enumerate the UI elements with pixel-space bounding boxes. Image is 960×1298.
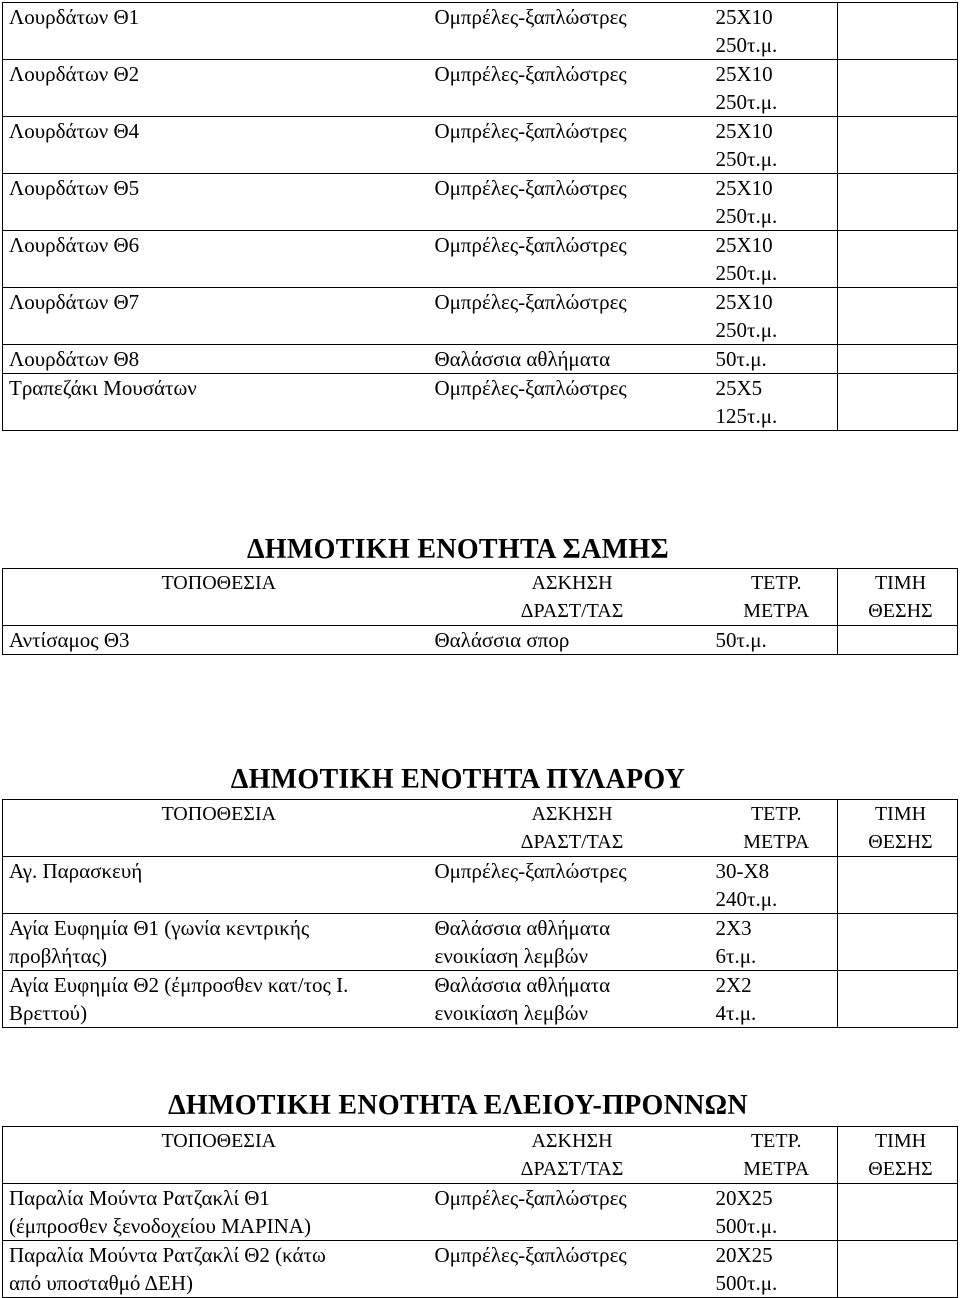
location-cell: Λουρδάτων Θ2 [3, 60, 429, 117]
dimensions: 25Χ10 [715, 5, 773, 29]
price-cell [838, 231, 958, 288]
area-value: 500τ.μ. [715, 1214, 778, 1238]
price-cell [838, 857, 958, 914]
activity-cell: Ομπρέλες-ξαπλώστρες [429, 60, 710, 117]
area-cell [710, 345, 838, 374]
price-cell [838, 374, 958, 431]
area-value: 125τ.μ. [715, 404, 778, 428]
table-row [3, 1184, 958, 1241]
location-cell: Λουρδάτων Θ5 [3, 174, 429, 231]
area-cell [710, 117, 838, 174]
price-cell [838, 60, 958, 117]
header-area: ΤΕΤΡ. ΜΕΤΡΑ [710, 800, 838, 857]
location-cell: Λουρδάτων Θ8 [3, 345, 429, 374]
area-cell [710, 60, 838, 117]
table-row [3, 857, 958, 914]
header-activity: ΑΣΚΗΣΗ ΔΡΑΣΤ/ΤΑΣ [429, 800, 710, 857]
section-title-pylaros: ΔΗΜΟΤΙΚΗ ΕΝΟΤΗΤΑ ΠΥΛΑΡΟΥ [230, 764, 686, 795]
location-cell: Αγία Ευφημία Θ1 (γωνία κεντρικής προβλήτας) [3, 914, 429, 971]
area-value: 250τ.μ. [715, 318, 778, 342]
price-cell [838, 3, 958, 60]
table-continued [2, 2, 958, 431]
area-cell: 50τ.μ. [710, 626, 838, 655]
activity-cell: Ομπρέλες-ξαπλώστρες [429, 288, 710, 345]
location-cell: Λουρδάτων Θ7 [3, 288, 429, 345]
area-cell [710, 288, 838, 345]
header-location: ΤΟΠΟΘΕΣΙΑ [3, 569, 429, 626]
location-cell: Λουρδάτων Θ1 [3, 3, 429, 60]
area-value: 250τ.μ. [715, 33, 778, 57]
header-location: ΤΟΠΟΘΕΣΙΑ [3, 1127, 429, 1184]
header-price: ΤΙΜΗ ΘΕΣΗΣ [838, 569, 958, 626]
section-title-sami: ΔΗΜΟΤΙΚΗ ΕΝΟΤΗΤΑ ΣΑΜΗΣ [246, 534, 670, 565]
location-cell: Παραλία Μούντα Ρατζακλί Θ2 (κάτω από υποσταθμό ΔΕΗ) [3, 1241, 429, 1298]
area-cell [710, 1241, 838, 1298]
activity-cell: Θαλάσσια αθλήματα ενοικίαση λεμβών [429, 971, 710, 1028]
table-header-row [3, 1127, 958, 1184]
price-cell [838, 1241, 958, 1298]
activity-cell: Ομπρέλες-ξαπλώστρες [429, 3, 710, 60]
price-cell [838, 971, 958, 1028]
price-cell [838, 117, 958, 174]
location-cell: Λουρδάτων Θ6 [3, 231, 429, 288]
dimensions: 25Χ10 [715, 62, 773, 86]
table-row [3, 60, 958, 117]
area-value: 240τ.μ. [715, 887, 778, 911]
table-row [3, 971, 958, 1028]
dimensions: 25Χ10 [715, 119, 773, 143]
table-row [3, 374, 958, 431]
dimensions: 2Χ3 [715, 916, 752, 940]
location-cell: Αντίσαμος Θ3 [3, 626, 429, 655]
activity-cell: Θαλάσσια σπορ [429, 626, 710, 655]
table-row [3, 231, 958, 288]
table-sami [2, 568, 958, 655]
area-value: 500τ.μ. [715, 1271, 778, 1295]
table-row [3, 1241, 958, 1298]
location-cell: Παραλία Μούντα Ρατζακλί Θ1 (έμπροσθεν ξενοδοχείου ΜΑΡΙΝΑ) [3, 1184, 429, 1241]
price-cell [838, 174, 958, 231]
activity-cell: Θαλάσσια αθλήματα ενοικίαση λεμβών [429, 914, 710, 971]
section-title-eleios-pronnoi: ΔΗΜΟΤΙΚΗ ΕΝΟΤΗΤΑ ΕΛΕΙΟΥ-ΠΡΟΝΝΩΝ [168, 1090, 748, 1121]
location-cell: Λουρδάτων Θ4 [3, 117, 429, 174]
area-cell [710, 231, 838, 288]
activity-cell: Ομπρέλες-ξαπλώστρες [429, 857, 710, 914]
header-location: ΤΟΠΟΘΕΣΙΑ [3, 800, 429, 857]
price-cell [838, 1184, 958, 1241]
area-cell [710, 374, 838, 431]
activity-cell: Ομπρέλες-ξαπλώστρες [429, 174, 710, 231]
dimensions: 25Χ10 [715, 233, 773, 257]
area-value: 250τ.μ. [715, 90, 778, 114]
area-cell [710, 914, 838, 971]
activity-cell: Ομπρέλες-ξαπλώστρες [429, 1184, 710, 1241]
table-header-row [3, 800, 958, 857]
table-header-row [3, 569, 958, 626]
header-activity: ΑΣΚΗΣΗ ΔΡΑΣΤ/ΤΑΣ [429, 569, 710, 626]
table-pylaros [2, 799, 958, 1028]
table-row [3, 914, 958, 971]
location-cell: Αγία Ευφημία Θ2 (έμπροσθεν κατ/τος Ι. Βρεττού) [3, 971, 429, 1028]
dimensions: 20Χ25 [715, 1186, 773, 1210]
price-cell [838, 345, 958, 374]
header-price: ΤΙΜΗ ΘΕΣΗΣ [838, 800, 958, 857]
header-activity: ΑΣΚΗΣΗ ΔΡΑΣΤ/ΤΑΣ [429, 1127, 710, 1184]
location-cell: Αγ. Παρασκευή [3, 857, 429, 914]
header-area: ΤΕΤΡ. ΜΕΤΡΑ [710, 1127, 838, 1184]
area-value: 250τ.μ. [715, 147, 778, 171]
activity-cell: Ομπρέλες-ξαπλώστρες [429, 231, 710, 288]
location-cell: Τραπεζάκι Μουσάτων [3, 374, 429, 431]
area-value: 250τ.μ. [715, 204, 778, 228]
table-row [3, 288, 958, 345]
activity-cell: Ομπρέλες-ξαπλώστρες [429, 117, 710, 174]
dimensions: 25Χ10 [715, 176, 773, 200]
price-cell [838, 626, 958, 655]
activity-cell: Ομπρέλες-ξαπλώστρες [429, 1241, 710, 1298]
header-area: ΤΕΤΡ. ΜΕΤΡΑ [710, 569, 838, 626]
area-value: 250τ.μ. [715, 261, 778, 285]
dimensions: 25Χ5 [715, 376, 763, 400]
dimensions: 20Χ25 [715, 1243, 773, 1267]
dimensions: 25Χ10 [715, 290, 773, 314]
area-cell [710, 3, 838, 60]
area-cell [710, 971, 838, 1028]
header-price: ΤΙΜΗ ΘΕΣΗΣ [838, 1127, 958, 1184]
table-row [3, 117, 958, 174]
dimensions: 30-Χ8 [715, 859, 770, 883]
activity-cell: Θαλάσσια αθλήματα [429, 345, 710, 374]
price-cell [838, 914, 958, 971]
table-row [3, 174, 958, 231]
activity-cell: Ομπρέλες-ξαπλώστρες [429, 374, 710, 431]
table-eleios-pronnoi [2, 1126, 958, 1298]
area-value: 50τ.μ. [715, 347, 767, 371]
price-cell [838, 288, 958, 345]
table-row [3, 3, 958, 60]
area-value: 4τ.μ. [715, 1001, 757, 1025]
area-cell [710, 1184, 838, 1241]
area-value: 6τ.μ. [715, 944, 757, 968]
table-row [3, 626, 958, 655]
area-cell [710, 857, 838, 914]
dimensions: 2Χ2 [715, 973, 752, 997]
table-row [3, 345, 958, 374]
area-cell [710, 174, 838, 231]
